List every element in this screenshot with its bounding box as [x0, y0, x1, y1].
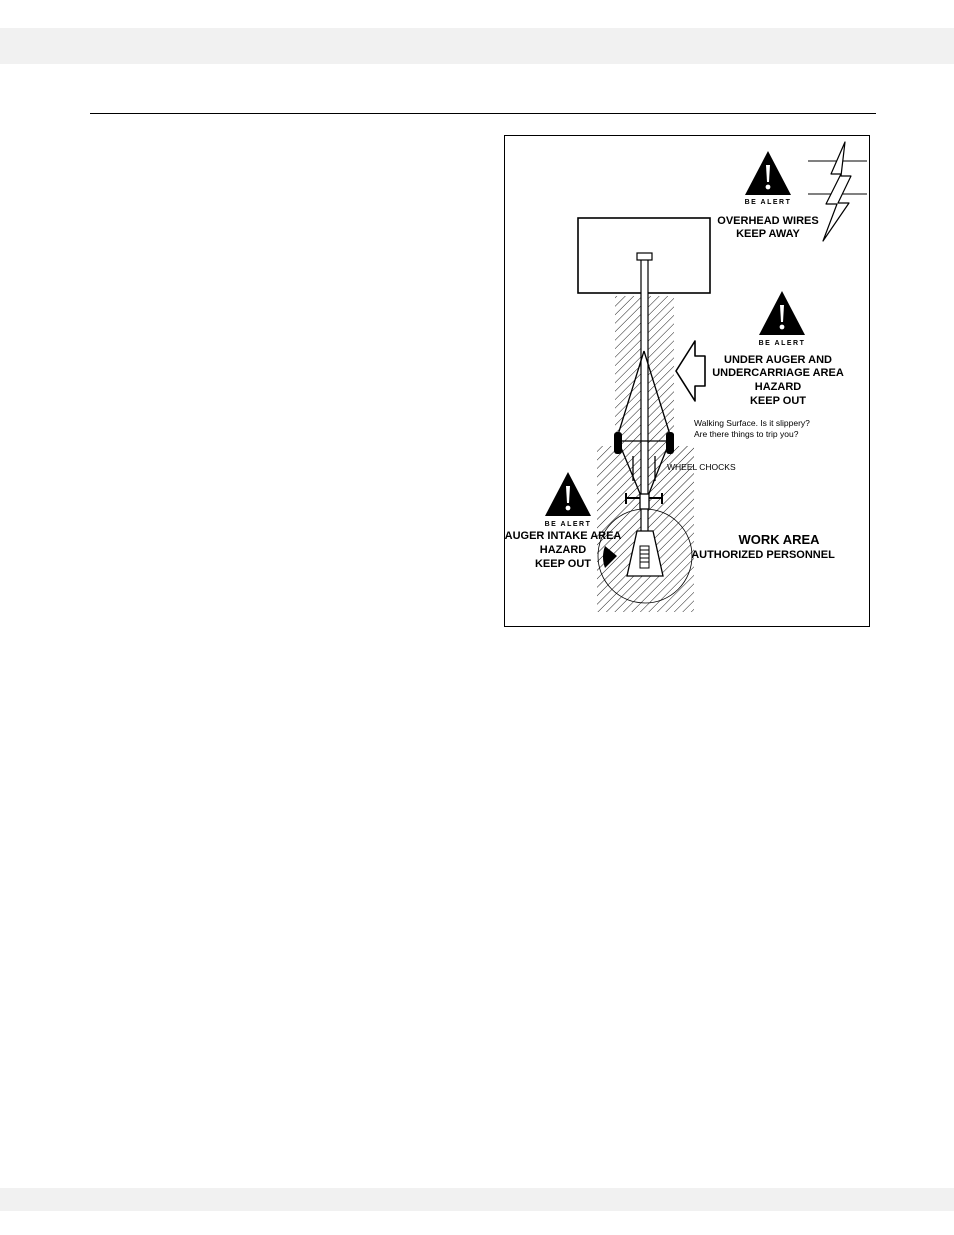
- wheel-chocks-label: WHEEL CHOCKS: [667, 462, 736, 472]
- left-wheel: [614, 432, 622, 454]
- be-alert-label: BE ALERT: [744, 199, 792, 206]
- work-area-subtitle: AUTHORIZED PERSONNEL: [691, 549, 835, 561]
- under-auger-line-1: UNDER AUGER AND: [724, 354, 832, 366]
- walking-surface-line-1: Walking Surface. Is it slippery?: [694, 418, 810, 428]
- intake-line-2: HAZARD: [539, 544, 587, 556]
- walking-surface-line-2: Are there things to trip you?: [694, 429, 799, 439]
- right-wheel: [666, 432, 674, 454]
- warning-triangle-icon: [545, 472, 591, 516]
- intake-line-1: AUGER INTAKE AREA: [505, 530, 622, 542]
- be-alert-label: BE ALERT: [758, 340, 806, 347]
- safety-figure: [504, 135, 870, 627]
- work-area-title: WORK AREA: [738, 532, 820, 547]
- header-rule: [90, 113, 876, 114]
- lightning-bolt-icon: [823, 142, 851, 241]
- under-auger-arrow-icon: [676, 341, 705, 401]
- under-auger-line-4: KEEP OUT: [749, 395, 807, 407]
- overhead-line-1: OVERHEAD WIRES: [717, 215, 819, 227]
- intake-line-3: KEEP OUT: [534, 558, 592, 570]
- under-auger-line-2: UNDERCARRIAGE AREA: [712, 367, 844, 379]
- warning-triangle-icon: [745, 151, 791, 195]
- be-alert-label: BE ALERT: [544, 521, 592, 528]
- top-band: [0, 28, 954, 64]
- under-auger-line-3: HAZARD: [754, 381, 802, 393]
- warning-triangle-icon: [759, 291, 805, 335]
- overhead-line-2: KEEP AWAY: [736, 228, 800, 240]
- bottom-band: [0, 1188, 954, 1211]
